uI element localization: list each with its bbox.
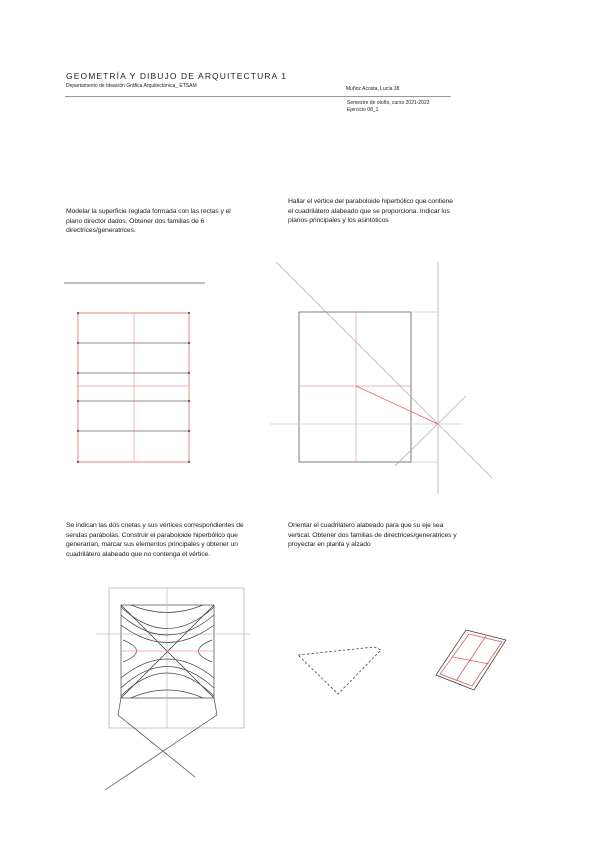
- author-name: Muñoz Acosta, Lucía 38: [346, 86, 400, 92]
- warped-quadrilateral-drawing: [298, 630, 506, 694]
- exercise-3-text: Se indican las dos cnetas y sus vértices correspondientes de sendas parábolas. Construir el paraboloide hiperbólico que generarían, marcar sus elementos principales y obtener un cuadrilátero alabeado que no contenga el vértice.: [66, 522, 244, 558]
- paraboloid-parabolas-drawing: [96, 588, 250, 790]
- exercise-1-text: Modelar la superficie reglada formada con las rectas y el plano director dados. Obtener dos familias de 6 directrices/generatrices.: [66, 208, 231, 234]
- document-title: GEOMETRÍA Y DIBUJO DE ARQUITECTURA 1: [66, 71, 288, 81]
- ruled-surface-drawing: [64, 283, 205, 463]
- exercise-label: Ejercicio 08_1: [347, 107, 379, 113]
- paraboloid-vertex-drawing: [270, 262, 492, 494]
- exercise-2-text: Hallar el vértice del paraboloide hiperbólico que contiene el cuadrilátero alabeado que se proporciona. Indicar los planos principales y los asintóticos: [288, 198, 453, 224]
- department-name: Departamento de Ideación Gráfica Arquitectónica_ ETSAM: [66, 83, 197, 89]
- exercise-4-text: Orientar el cuadrilátero alabeado para que su eje sea vertical. Obtener dos familias de directrices/generatrices y proyectar en planta y alzado: [288, 522, 457, 548]
- semester-label: Semestre de otoño, curso 2021-2022: [347, 100, 430, 106]
